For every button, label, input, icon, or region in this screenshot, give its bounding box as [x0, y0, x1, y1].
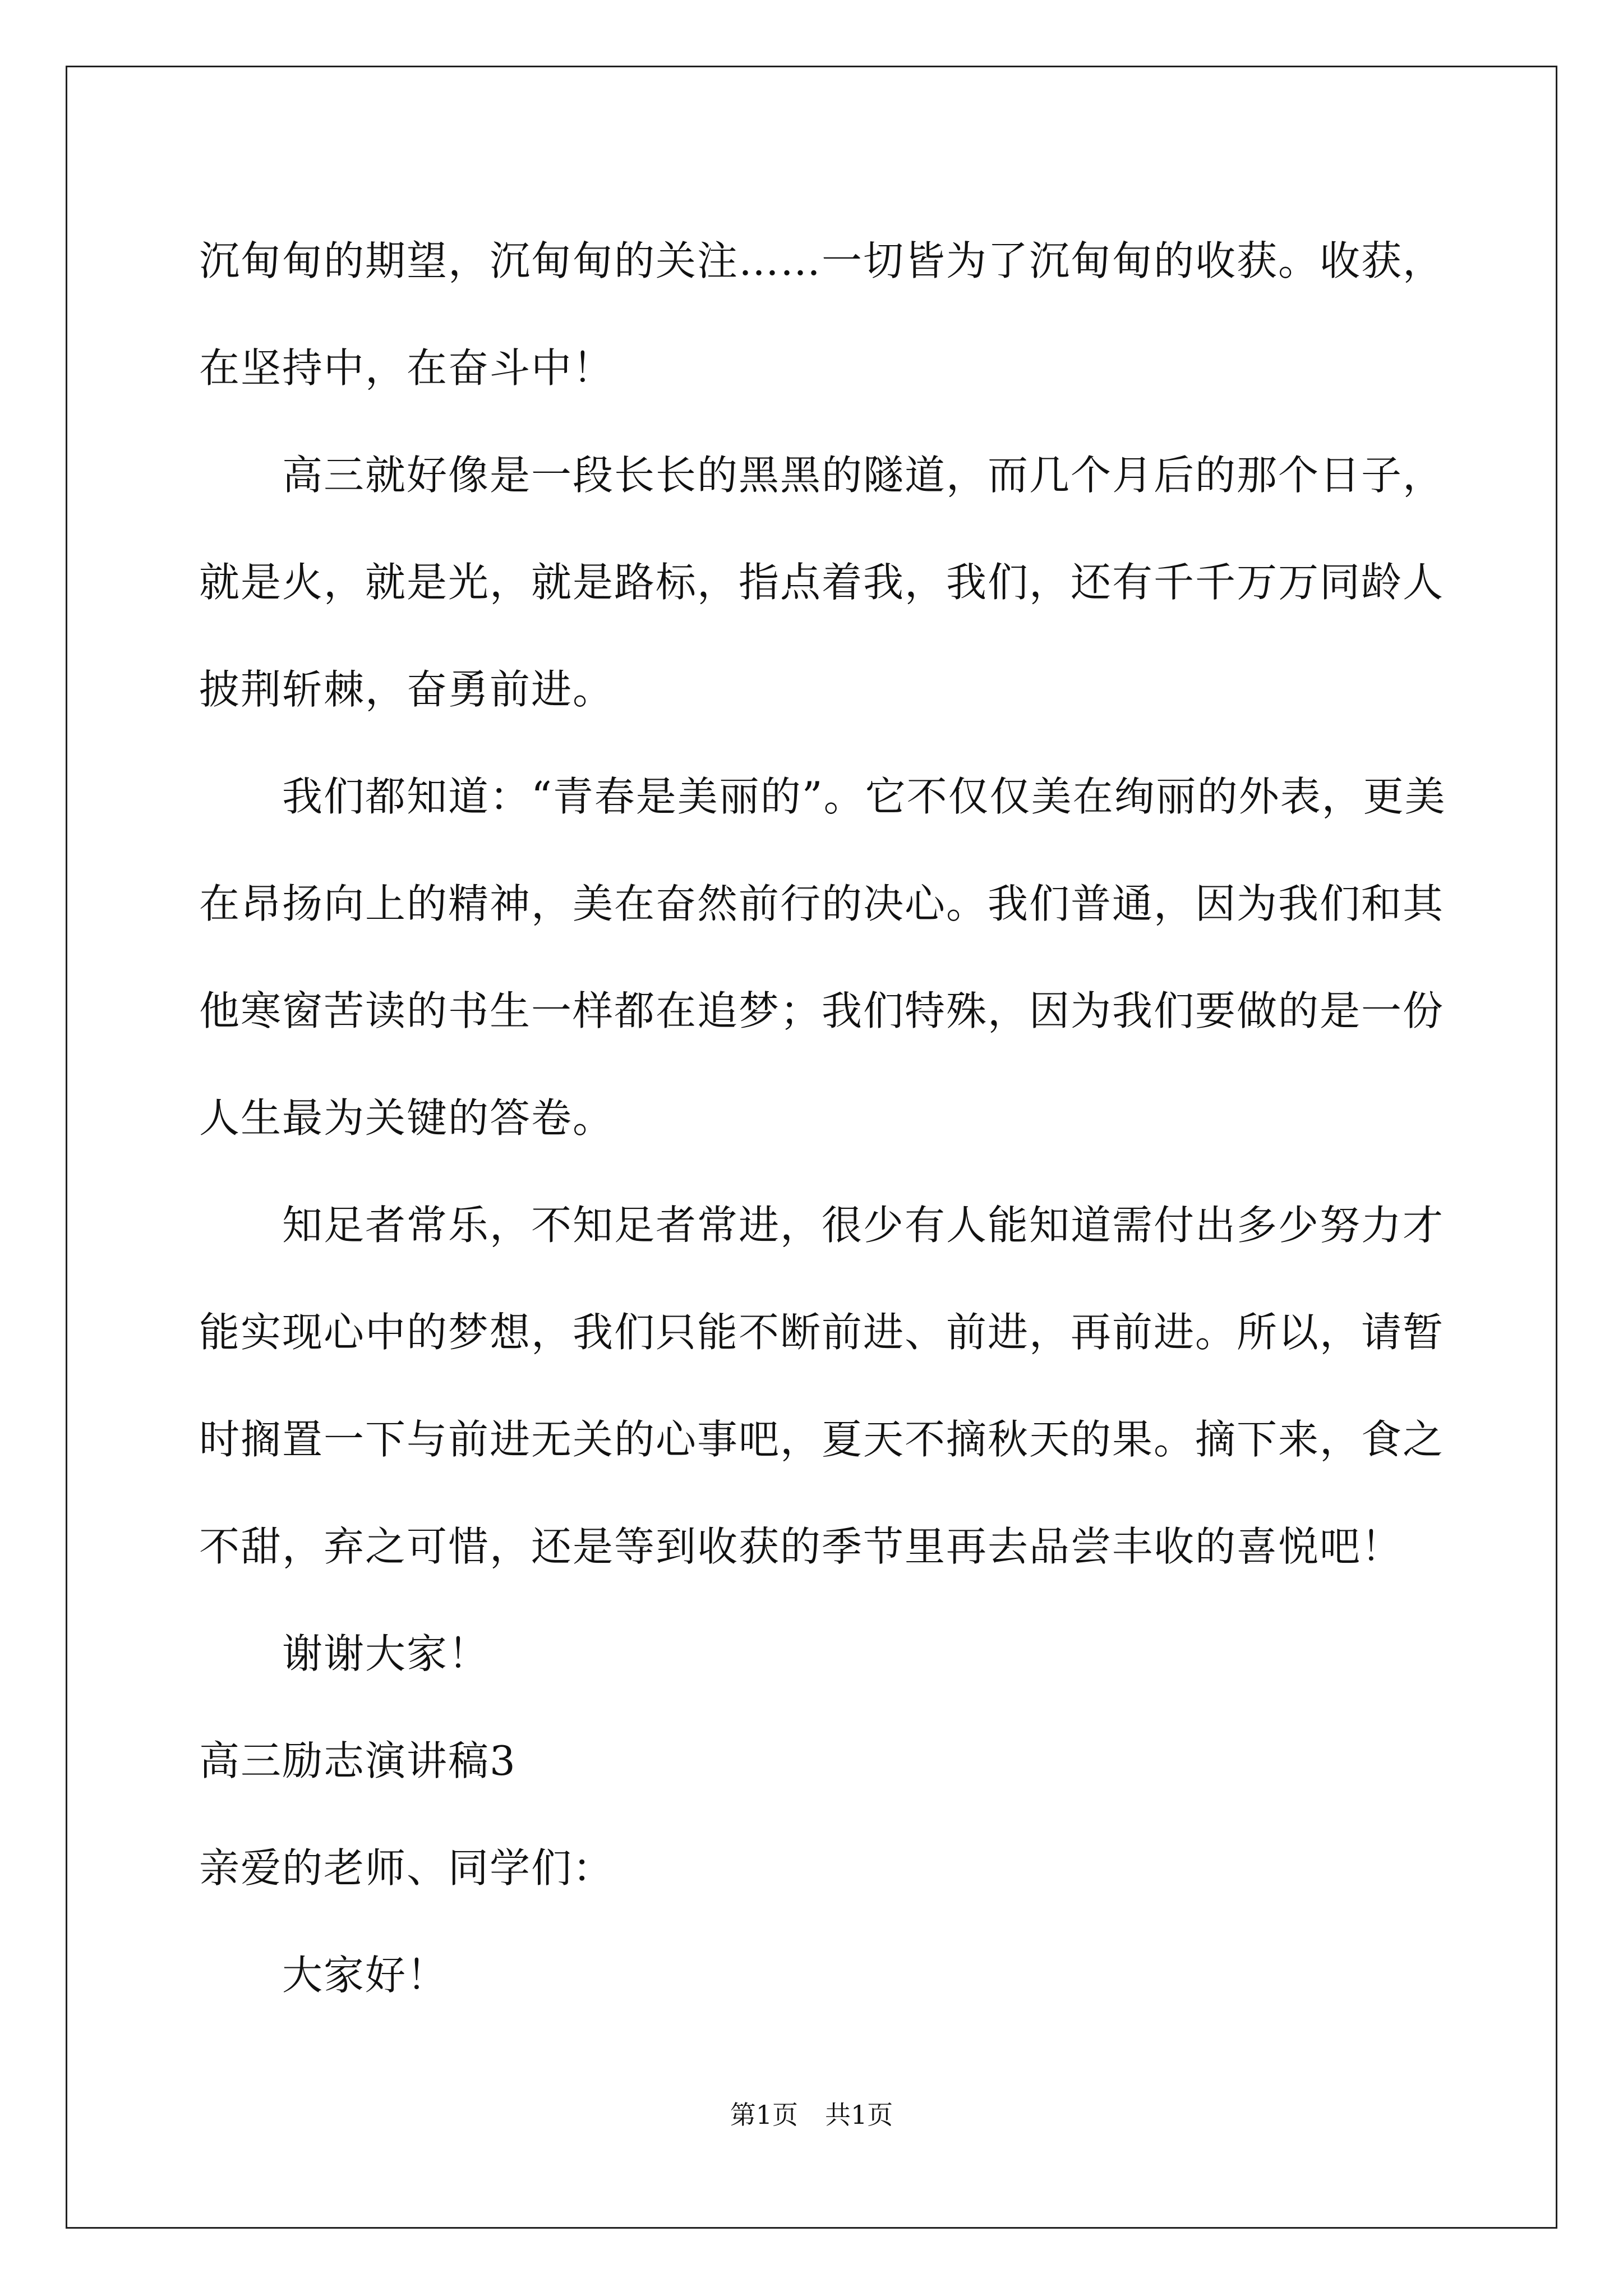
text-line: 时搁置一下与前进无关的心事吧，夏天不摘秋天的果。摘下来，食之: [199, 1416, 1445, 1463]
page-footer: [0, 2098, 1623, 2132]
text-line: 高三就好像是一段长长的黑黑的隧道，而几个月后的那个日子，: [282, 452, 1445, 499]
section-heading: 高三励志演讲稿3: [199, 1737, 517, 1784]
page-number-current: 第1页: [730, 2100, 798, 2130]
text-line: 我们都知道：“青春是美丽的”。它不仅仅美在绚丽的外表，更美: [282, 773, 1446, 820]
text-line: 他寒窗苦读的书生一样都在追梦；我们特殊，因为我们要做的是一份: [199, 987, 1445, 1034]
greeting: 大家好！: [282, 1952, 449, 1999]
closing-thanks: 谢谢大家！: [282, 1630, 490, 1677]
document-body: [199, 208, 1446, 2029]
text-line: 在坚持中，在奋斗中！: [199, 344, 615, 392]
text-line: 不甜，弃之可惜，还是等到收获的季节里再去品尝丰收的喜悦吧！: [199, 1523, 1403, 1570]
text-line: 在昂扬向上的精神，美在奋然前行的决心。我们普通，因为我们和其: [199, 880, 1445, 927]
text-line: 能实现心中的梦想，我们只能不断前进、前进，再前进。所以，请暂: [199, 1309, 1445, 1356]
text-line: 沉甸甸的期望，沉甸甸的关注……一切皆为了沉甸甸的收获。收获，: [199, 237, 1445, 284]
salutation: 亲爱的老师、同学们：: [199, 1844, 615, 1892]
text-line: 披荆斩棘，奋勇前进。: [199, 666, 615, 713]
text-line: 人生最为关键的答卷。: [199, 1094, 615, 1142]
text-line: 知足者常乐，不知足者常进，很少有人能知道需付出多少努力才: [282, 1202, 1445, 1249]
page-number-total: 共1页: [825, 2100, 893, 2130]
text-line: 就是火，就是光，就是路标，指点着我，我们，还有千千万万同龄人: [199, 559, 1445, 606]
